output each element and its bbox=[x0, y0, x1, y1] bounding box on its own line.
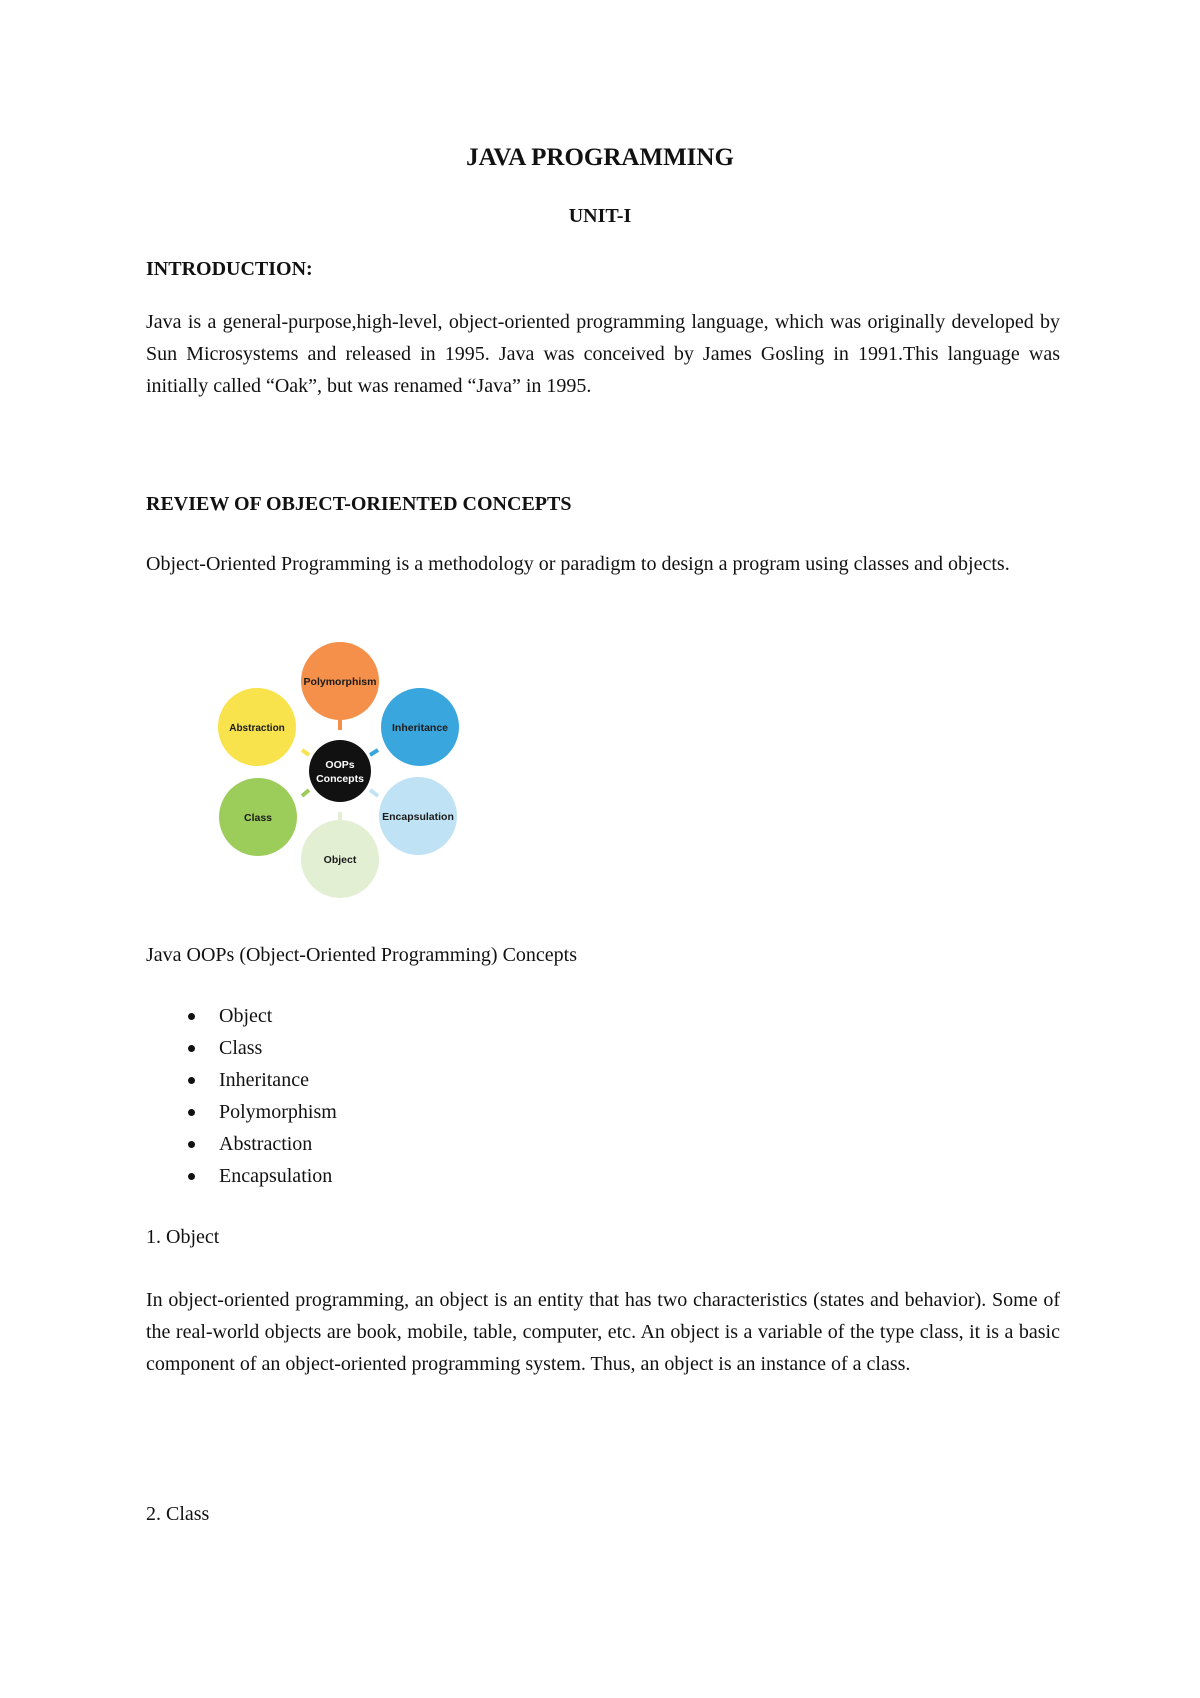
arrow-to-inheritance bbox=[370, 750, 378, 755]
polymorphism-label: Polymorphism bbox=[303, 676, 377, 688]
inheritance-label: Inheritance bbox=[391, 722, 449, 734]
section-object-paragraph: In object-oriented programming, an object is an entity that has two characteristics (states and behavior). Some of the real-world objects are book, mobile, table, computer, etc. An object is a variable of the type class, it is a basic component of an object-oriented programming system. Thus, an object is an instance of a class. bbox=[146, 1289, 1060, 1375]
center-circle bbox=[309, 740, 371, 802]
encapsulation-label: Encapsulation bbox=[382, 811, 454, 823]
node-abstraction bbox=[218, 688, 296, 766]
abstraction-label: Abstraction bbox=[229, 723, 285, 734]
intro-paragraph: Java is a general-purpose,high-level, object-oriented programming language, which was originally developed by Sun Microsystems and released in 1995. Java was conceived by James Gosling in 1991.This language was initially called “Oak”, but was renamed “Java” in 1995. bbox=[146, 311, 1060, 397]
list-item bbox=[146, 1032, 337, 1064]
oop-heading: REVIEW OF OBJECT-ORIENTED CONCEPTS bbox=[146, 493, 572, 515]
node-polymorphism bbox=[301, 642, 379, 720]
node-object bbox=[301, 820, 379, 898]
concepts-list bbox=[146, 1000, 337, 1192]
list-item-label: Inheritance bbox=[219, 1069, 309, 1091]
bullet-icon bbox=[188, 1109, 195, 1116]
section-object-heading: 1. Object bbox=[146, 1226, 220, 1248]
bullet-icon bbox=[188, 1013, 195, 1020]
oop-concepts-diagram bbox=[210, 640, 470, 910]
list-item bbox=[146, 1000, 337, 1032]
center-label-line1: OOPs bbox=[325, 759, 355, 771]
document-title: JAVA PROGRAMMING bbox=[466, 144, 734, 171]
list-item-label: Class bbox=[219, 1037, 263, 1059]
class-label: Class bbox=[243, 812, 273, 824]
arrow-to-abstraction bbox=[302, 750, 309, 755]
bullet-icon bbox=[188, 1045, 195, 1052]
list-item-label: Polymorphism bbox=[219, 1101, 337, 1123]
node-inheritance bbox=[381, 688, 459, 766]
concepts-caption: Java OOPs (Object-Oriented Programming) Concepts bbox=[146, 944, 578, 966]
list-item-label: Abstraction bbox=[219, 1133, 313, 1155]
list-item bbox=[146, 1128, 337, 1160]
center-label-line2: Concepts bbox=[316, 773, 364, 785]
list-item bbox=[146, 1064, 337, 1096]
section-class-heading: 2. Class bbox=[146, 1503, 210, 1525]
arrow-to-encapsulation bbox=[370, 790, 378, 796]
bullet-icon bbox=[188, 1173, 195, 1180]
node-encapsulation bbox=[379, 777, 457, 855]
unit-label: UNIT-I bbox=[568, 205, 632, 227]
oop-paragraph: Object-Oriented Programming is a methodology or paradigm to design a program using classes and objects. bbox=[146, 553, 1010, 575]
bullet-icon bbox=[188, 1141, 195, 1148]
node-class bbox=[219, 778, 297, 856]
bullet-icon bbox=[188, 1077, 195, 1084]
list-item-label: Object bbox=[219, 1005, 273, 1027]
list-item bbox=[146, 1160, 337, 1192]
arrow-to-class bbox=[302, 790, 309, 796]
node-center bbox=[309, 740, 371, 802]
object-label: Object bbox=[323, 854, 357, 866]
intro-heading: INTRODUCTION: bbox=[146, 258, 313, 280]
list-item-label: Encapsulation bbox=[219, 1165, 333, 1187]
list-item bbox=[146, 1096, 337, 1128]
